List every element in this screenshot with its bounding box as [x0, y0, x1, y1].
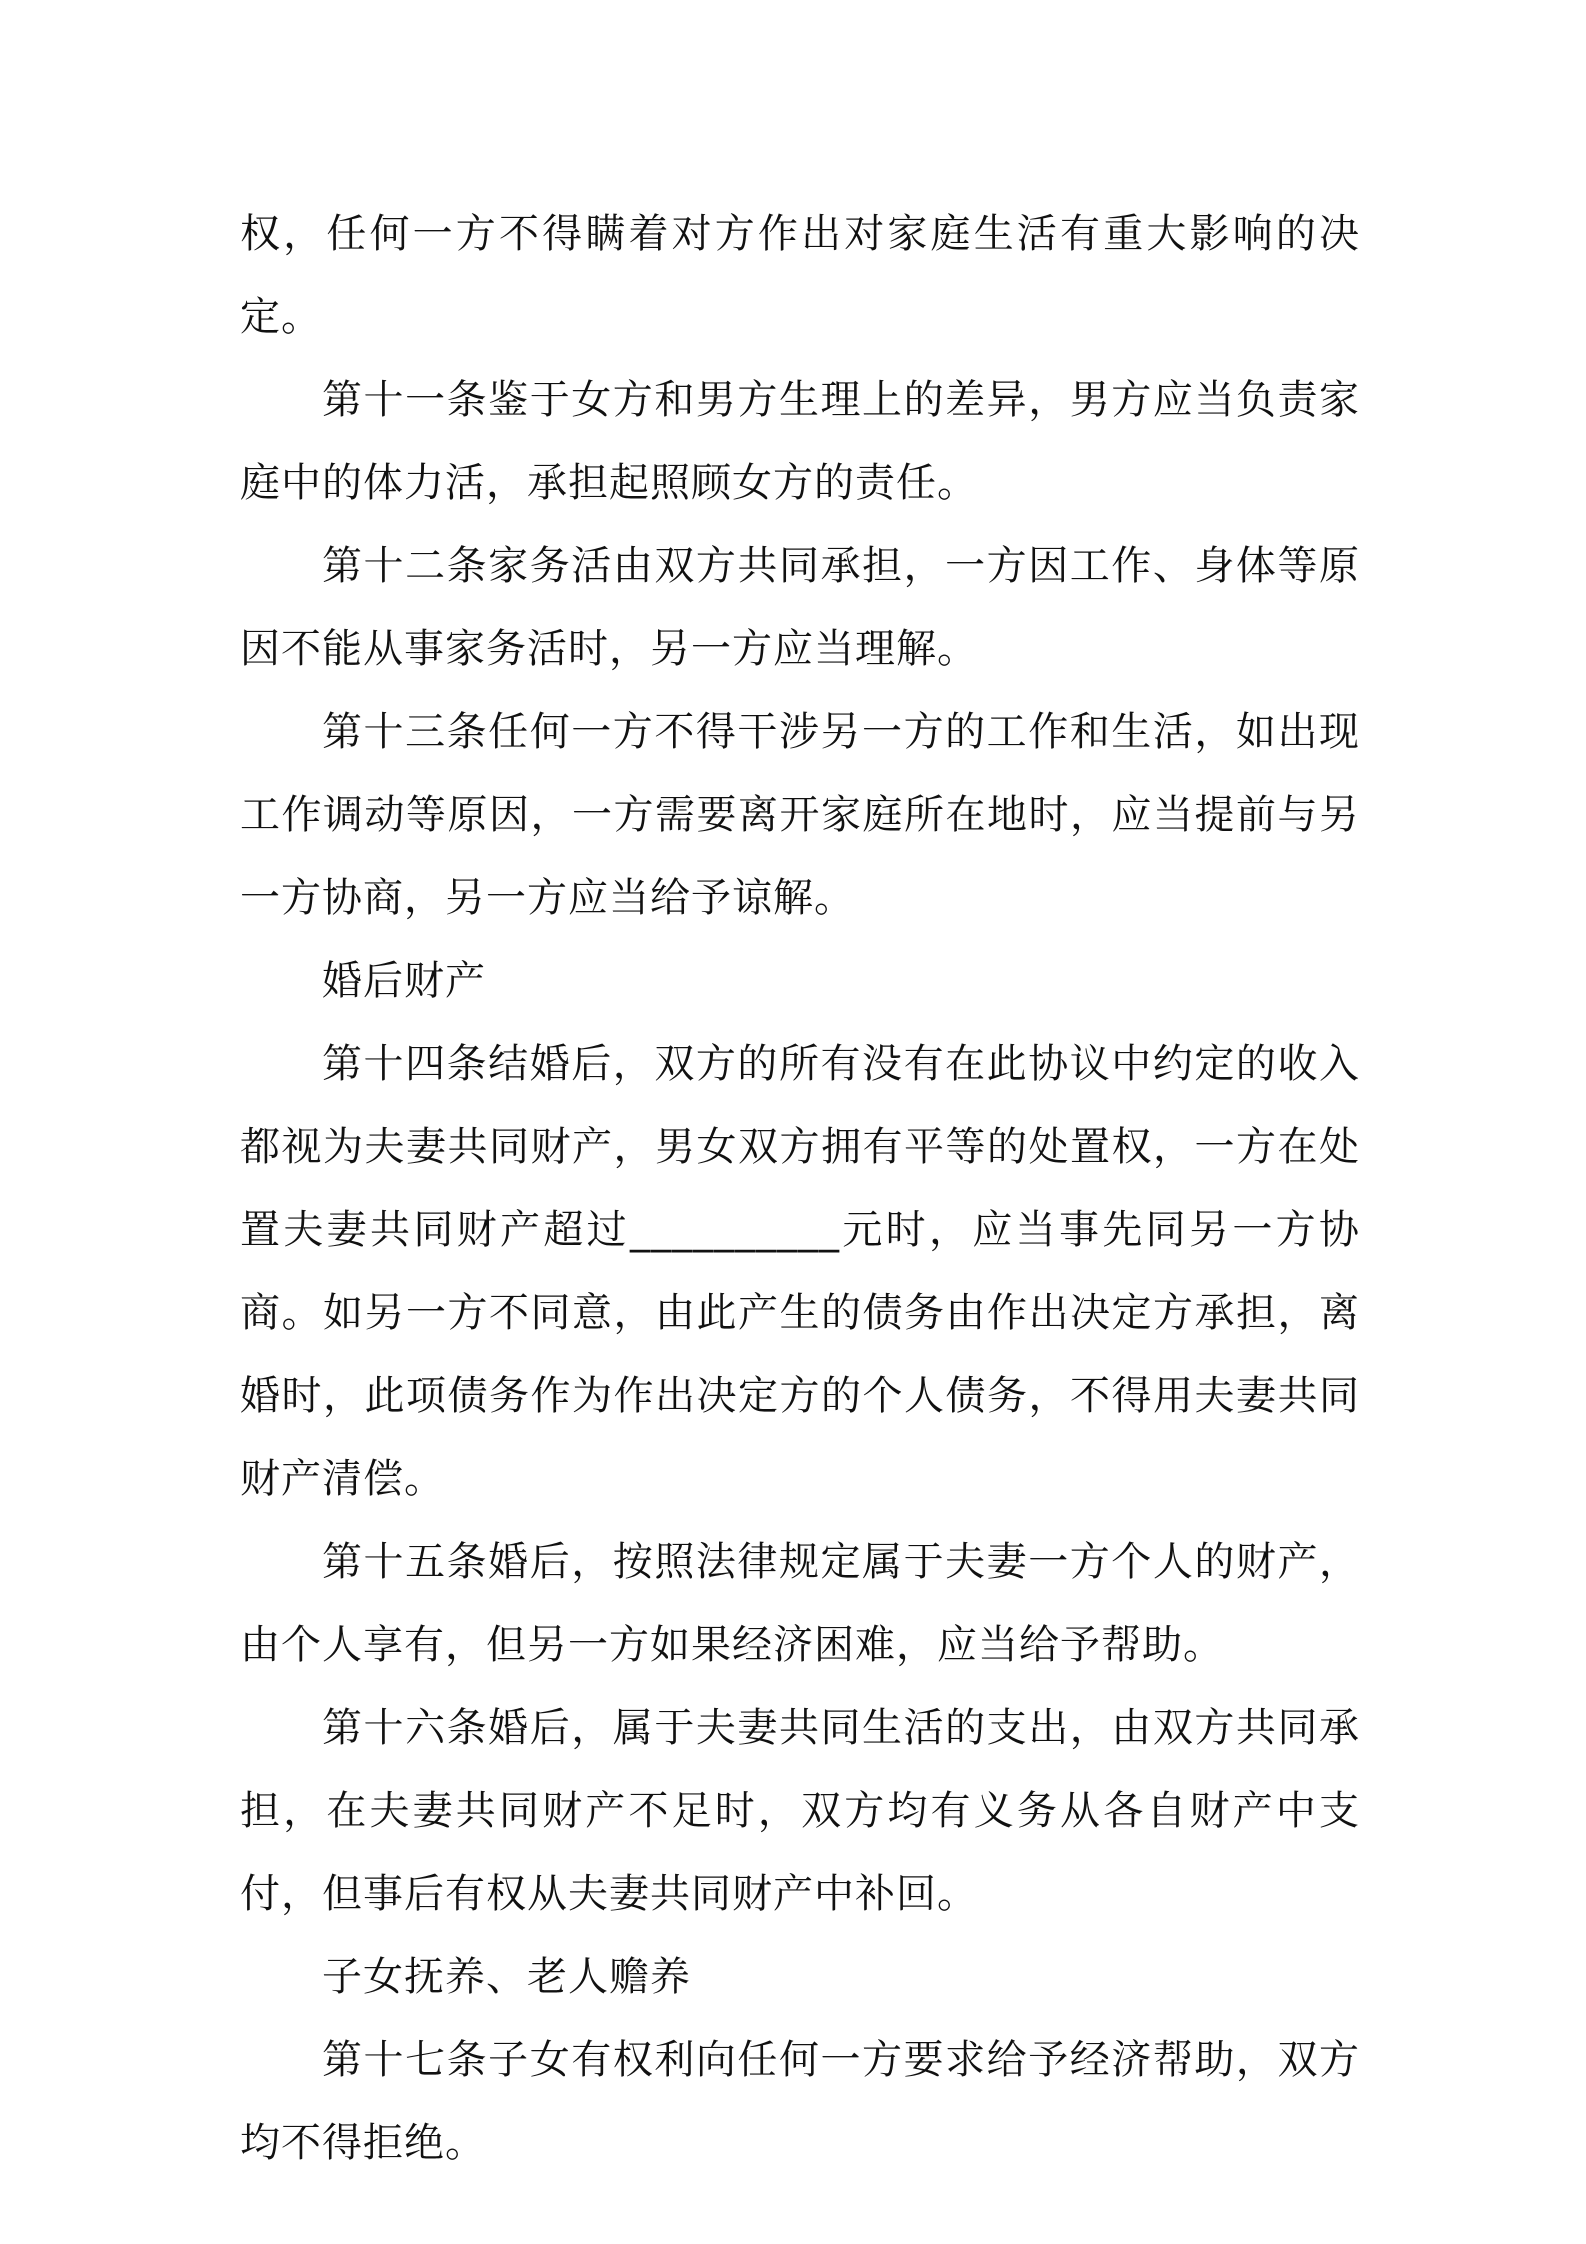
paragraph-article-14: 第十四条结婚后，双方的所有没有在此协议中约定的收入都视为夫妻共同财产，男女双方拥有平等的处置权，一方在处置夫妻共同财产超过__________元时，应当事先同另一方协商。如另一方不同意，由此产生的债务由作出决定方承担，离婚时，此项债务作为作出决定方的个人债务，不得用夫妻共同财产清偿。 [240, 1041, 1360, 1502]
paragraph-article-17: 第十七条子女有权利向任何一方要求给予经济帮助，双方均不得拒绝。 [240, 2037, 1360, 2166]
paragraph-article-11: 第十一条鉴于女方和男方生理上的差异，男方应当负责家庭中的体力活，承担起照顾女方的责任。 [240, 377, 1360, 506]
paragraph-continuation: 权，任何一方不得瞒着对方作出对家庭生活有重大影响的决定。 [240, 211, 1360, 340]
paragraph-article-15: 第十五条婚后，按照法律规定属于夫妻一方个人的财产，由个人享有，但另一方如果经济困难，应当给予帮助。 [240, 1539, 1360, 1668]
section-heading-marital-property: 婚后财产 [322, 958, 486, 1004]
paragraph-article-16: 第十六条婚后，属于夫妻共同生活的支出，由双方共同承担，在夫妻共同财产不足时，双方均有义务从各自财产中支付，但事后有权从夫妻共同财产中补回。 [240, 1705, 1360, 1917]
paragraph-article-13: 第十三条任何一方不得干涉另一方的工作和生活，如出现工作调动等原因，一方需要离开家庭所在地时，应当提前与另一方协商，另一方应当给予谅解。 [240, 709, 1360, 921]
document-body [240, 193, 1360, 2185]
section-heading-children-elders: 子女抚养、老人赡养 [322, 1954, 691, 2000]
paragraph-article-12: 第十二条家务活由双方共同承担，一方因工作、身体等原因不能从事家务活时，另一方应当理解。 [240, 543, 1360, 672]
